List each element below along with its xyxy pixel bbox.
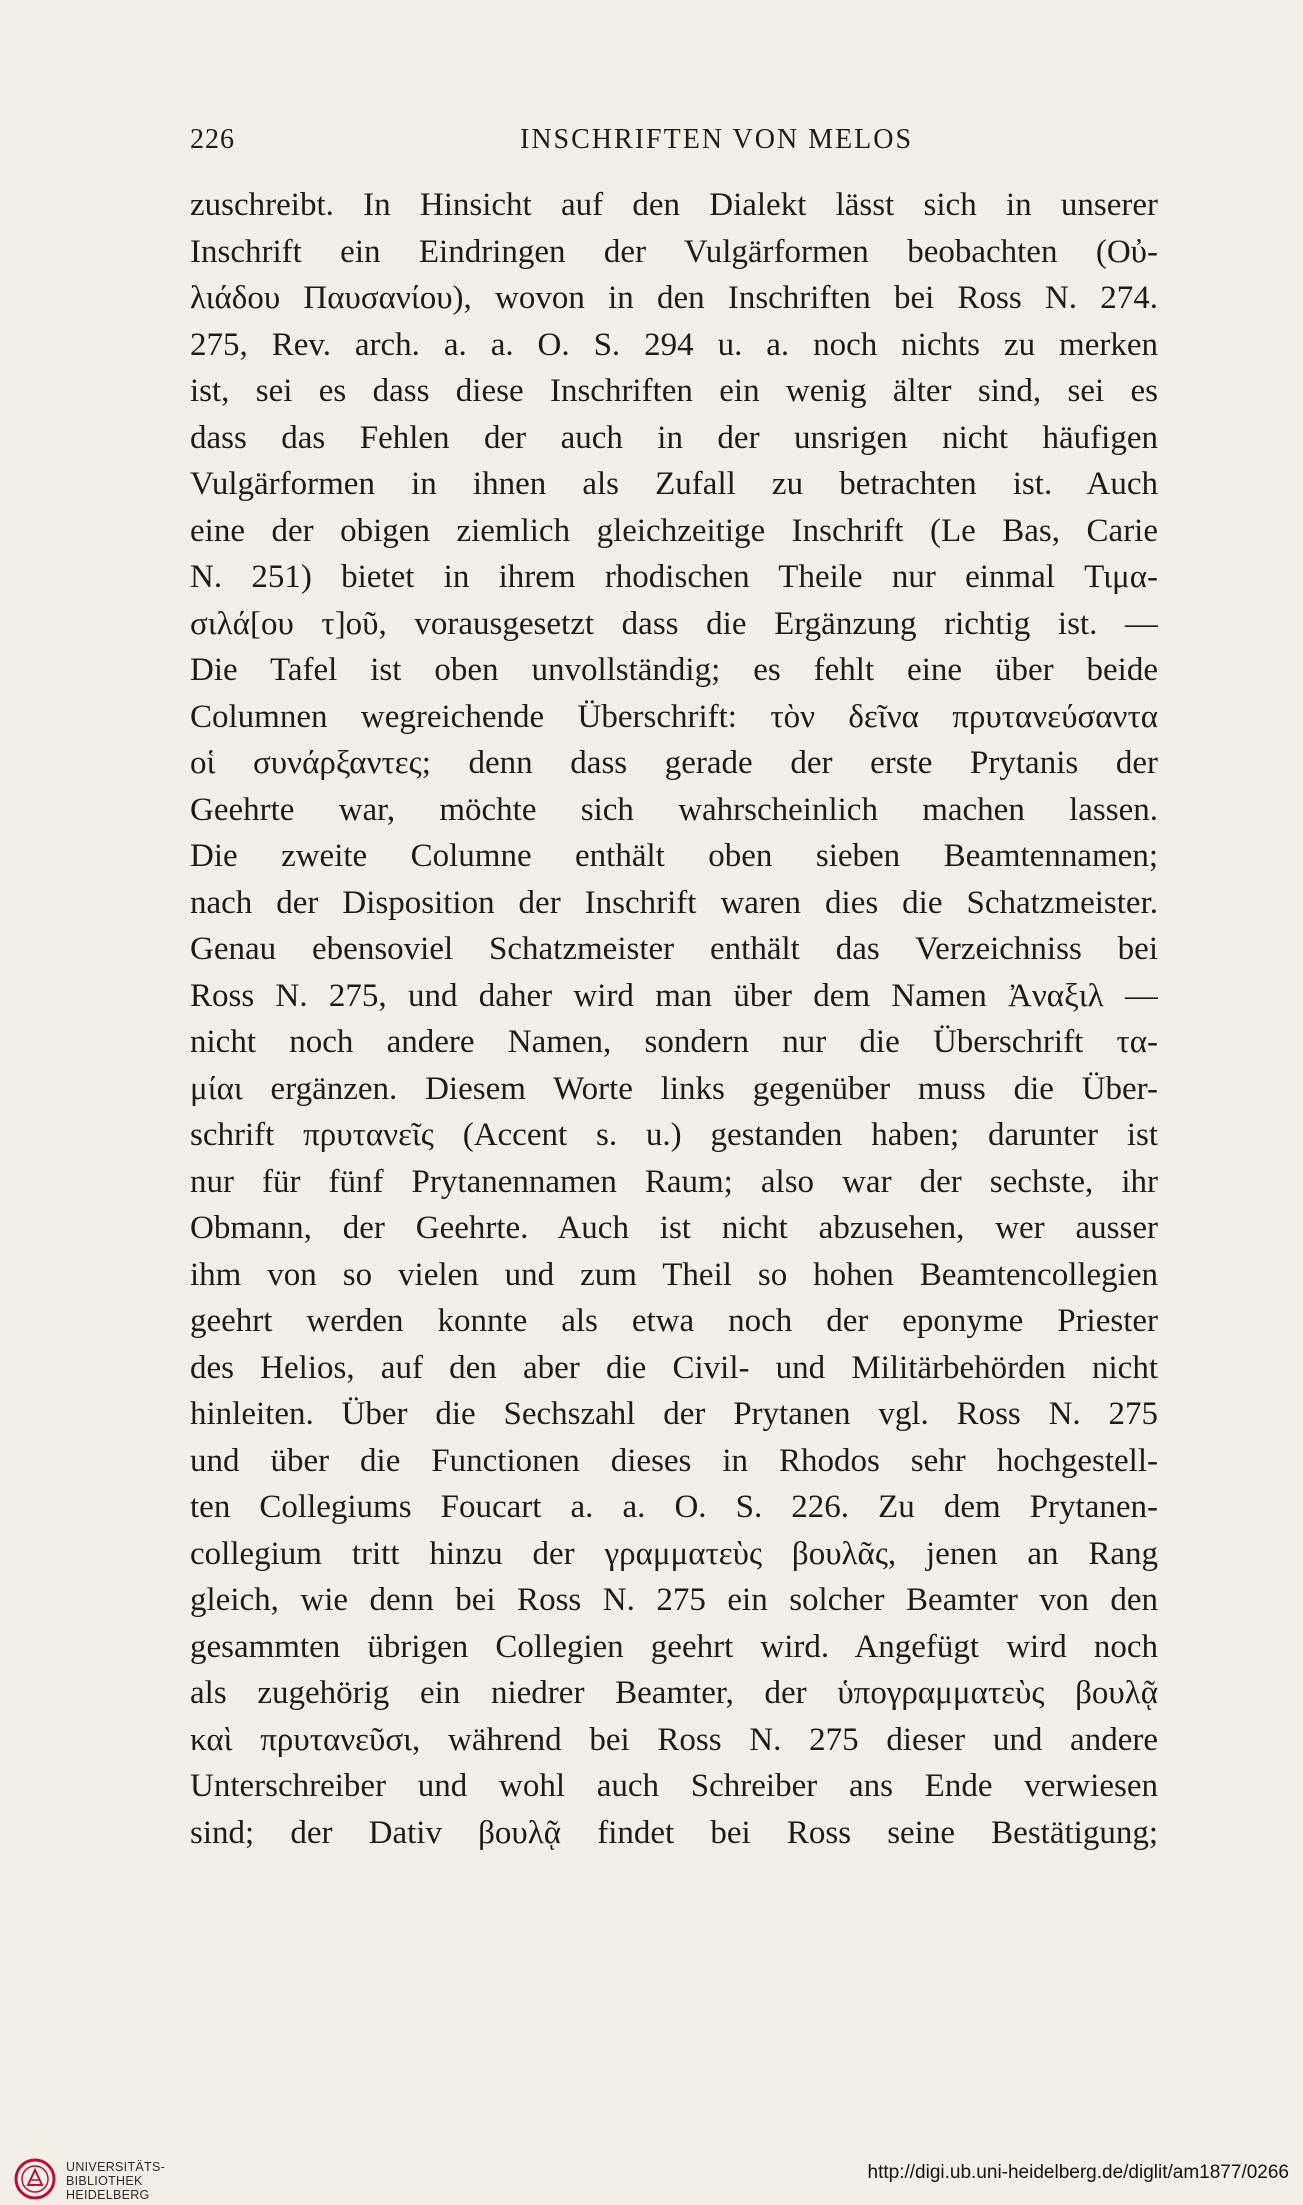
text-line: 275, Rev. arch. a. a. O. S. 294 u. a. noch nichts zu merken — [190, 326, 1158, 363]
university-seal-icon — [14, 2158, 56, 2200]
text-line: Die zweite Columne enthält oben sieben Beamtennamen; — [190, 838, 1158, 874]
text-line: Columnen wegreichende Überschrift: τὸν δεῖνα πρυτανεύσαντα — [190, 698, 1158, 735]
text-line: ist, sei es dass diese Inschriften ein wenig älter sind, sei es — [190, 373, 1158, 409]
text-line: καὶ πρυτανεῦσι, während bei Ross N. 275 dieser und andere — [190, 1721, 1158, 1758]
institution-name — [66, 2160, 165, 2202]
source-url-link[interactable]: http://digi.ub.uni-heidelberg.de/diglit/am1877/0266 — [867, 2162, 1289, 2183]
institution-line: UNIVERSITÄTS- — [66, 2160, 166, 2174]
page-header — [190, 124, 1158, 160]
text-line: schrift πρυτανεῖς (Accent s. u.) gestanden haben; darunter ist — [190, 1117, 1158, 1153]
body-text — [190, 182, 1158, 1856]
page-footer — [0, 2150, 1303, 2205]
institution-line: HEIDELBERG — [66, 2188, 150, 2202]
text-line: collegium tritt hinzu der γραμματεὺς βουλᾶς, jenen an Rang — [190, 1535, 1158, 1572]
text-line: als zugehörig ein niedrer Beamter, der ὑπογραμματεὺς βουλᾷ — [190, 1675, 1158, 1711]
text-line: nur für fünf Prytanennamen Raum; also war der sechste, ihr — [190, 1163, 1158, 1200]
text-line: zuschreibt. In Hinsicht auf den Dialekt lässt sich in unserer — [190, 187, 1158, 223]
text-line: Inschrift ein Eindringen der Vulgärformen beobachten (Οὐ- — [190, 233, 1158, 270]
text-line: ten Collegiums Foucart a. a. O. S. 226. Zu dem Prytanen- — [190, 1489, 1158, 1525]
text-line: gleich, wie denn bei Ross N. 275 ein solcher Beamter von den — [190, 1582, 1158, 1618]
text-line: οἱ συνάρξαντες; denn dass gerade der erste Prytanis der — [190, 745, 1158, 781]
text-line: gesammten übrigen Collegien geehrt wird. Angefügt wird noch — [190, 1628, 1158, 1665]
text-line: μίαι ergänzen. Diesem Worte links gegenüber muss die Über- — [190, 1070, 1158, 1107]
text-line: des Helios, auf den aber die Civil- und Militärbehörden nicht — [190, 1349, 1158, 1386]
institution-line: BIBLIOTHEK — [66, 2174, 143, 2188]
text-line: ihm von so vielen und zum Theil so hohen Beamtencollegien — [190, 1256, 1158, 1293]
text-line: Ross N. 275, und daher wird man über dem Namen Ἀναξιλ — — [190, 977, 1158, 1014]
text-line: Obmann, der Geehrte. Auch ist nicht abzusehen, wer ausser — [190, 1210, 1158, 1246]
text-line: N. 251) bietet in ihrem rhodischen Theile nur einmal Τιμα- — [190, 559, 1158, 595]
text-line: nach der Disposition der Inschrift waren dies die Schatzmeister. — [190, 884, 1158, 921]
running-title: INSCHRIFTEN VON MELOS — [520, 124, 914, 155]
text-line: nicht noch andere Namen, sondern nur die Überschrift τα- — [190, 1024, 1158, 1060]
text-line: Genau ebensoviel Schatzmeister enthält das Verzeichniss bei — [190, 931, 1158, 967]
text-line: Vulgärformen in ihnen als Zufall zu betrachten ist. Auch — [190, 466, 1158, 502]
text-line: Die Tafel ist oben unvollständig; es fehlt eine über beide — [190, 652, 1158, 688]
text-line: Geehrte war, möchte sich wahrscheinlich machen lassen. — [190, 791, 1158, 828]
text-line: sind; der Dativ βουλᾷ findet bei Ross seine Bestätigung; — [190, 1814, 1158, 1851]
text-line: Unterschreiber und wohl auch Schreiber ans Ende verwiesen — [190, 1768, 1158, 1804]
text-line: σιλά[ου τ]οῦ, vorausgesetzt dass die Ergänzung richtig ist. — — [190, 605, 1158, 642]
text-line: eine der obigen ziemlich gleichzeitige Inschrift (Le Bas, Carie — [190, 512, 1158, 549]
page-number: 226 — [190, 124, 235, 155]
text-line: und über die Functionen dieses in Rhodos sehr hochgestell- — [190, 1442, 1158, 1479]
text-line: hinleiten. Über die Sechszahl der Prytanen vgl. Ross N. 275 — [190, 1396, 1158, 1432]
text-line: geehrt werden konnte als etwa noch der eponyme Priester — [190, 1303, 1158, 1339]
text-line: dass das Fehlen der auch in der unsrigen nicht häufigen — [190, 419, 1158, 456]
text-line: λιάδου Παυσανίου), wovon in den Inschriften bei Ross N. 274. — [190, 280, 1158, 316]
